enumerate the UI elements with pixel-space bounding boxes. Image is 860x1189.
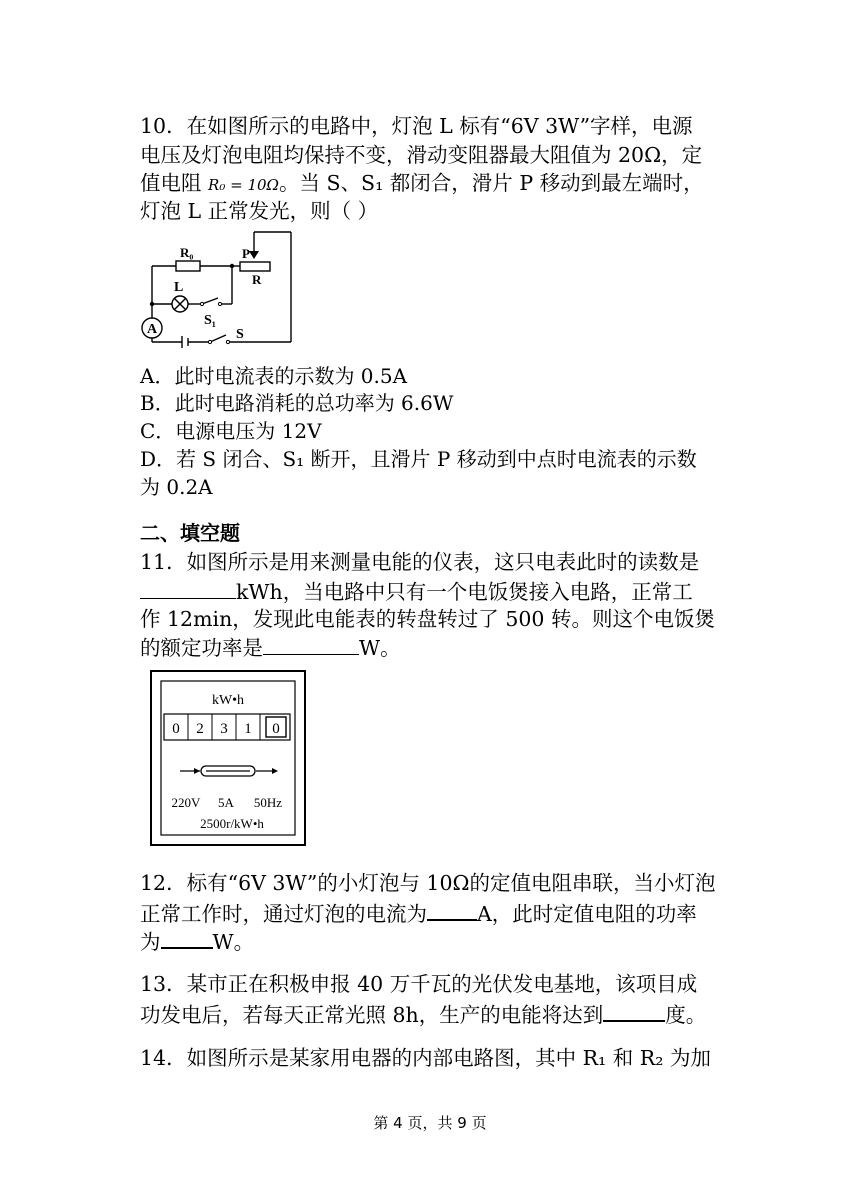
s-label: S — [236, 327, 244, 342]
electric-meter — [150, 670, 306, 846]
section-heading: 二、填空题 — [140, 521, 240, 545]
meter-digit-5: 0 — [272, 721, 280, 737]
q12-line-2-a: 正常工作时，通过灯泡的电流为 — [140, 902, 427, 926]
q12-line-3-b: W。 — [212, 930, 255, 954]
circuit-diagram — [132, 228, 298, 360]
r0-label: R₀ — [180, 245, 194, 260]
q13-line-1: 13．某市正在积极申报 40 万千瓦的光伏发电基地，该项目成 — [140, 972, 698, 996]
ammeter-label: A — [146, 322, 158, 337]
q14-line-1: 14．如图所示是某家用电器的内部电路图，其中 R₁ 和 R₂ 为加 — [140, 1046, 711, 1070]
q12-line-2-b: A，此时定值电阻的功率 — [477, 902, 697, 926]
q10-line-2: 电压及灯泡电阻均保持不变，滑动变阻器最大阻值为 20Ω，定 — [140, 143, 703, 167]
q10-line-4: 灯泡 L 正常发光，则（ ） — [140, 199, 379, 223]
page-footer: 第 4 页，共 9 页 — [373, 1114, 487, 1132]
q12-blank-2 — [161, 925, 213, 949]
q11-line-2 — [140, 576, 693, 607]
q12-line-3-a: 为 — [140, 930, 161, 954]
q10-line-3-a: 值电阻 — [140, 171, 209, 195]
q10-line-3-b: 。当 S、S₁ 都闭合，滑片 P 移动到最左端时， — [278, 171, 704, 195]
q12-line-1: 12．标有“6V 3W”的小灯泡与 10Ω的定值电阻串联，当小灯泡 — [140, 871, 716, 895]
meter-digit-4: 1 — [244, 721, 252, 737]
meter-current: 5A — [218, 795, 234, 810]
q13-line-2-a: 功发电后，若每天正常光照 8h，生产的电能将达到 — [140, 1003, 604, 1027]
q10-option-a: A．此时电流表的示数为 0.5A — [140, 364, 408, 388]
meter-unit: kW•h — [211, 693, 245, 708]
meter-frequency: 50Hz — [253, 795, 283, 810]
q10-option-b: B．此时电路消耗的总功率为 6.6W — [140, 391, 454, 415]
q11-line-1: 11．如图所示是用来测量电能的仪表，这只电表此时的读数是 — [140, 550, 700, 574]
l-label: L — [174, 280, 184, 295]
q11-line-4 — [140, 632, 401, 663]
q11-blank-1 — [140, 576, 236, 599]
s1-label: S₁ — [204, 313, 216, 328]
q10-option-d: D．若 S 闭合、S₁ 断开，且滑片 P 移动到中点时电流表的示数 — [140, 447, 697, 471]
q13-blank — [603, 998, 665, 1022]
meter-digit-1: 0 — [172, 721, 180, 737]
q11-line-4-b: W。 — [359, 636, 401, 660]
q11-line-2-b: kWh，当电路中只有一个电饭煲接入电路，正常工 — [236, 580, 693, 604]
q11-blank-2 — [263, 632, 359, 655]
q11-line-4-a: 的额定功率是 — [140, 636, 263, 660]
q13-line-2-b: 度。 — [665, 1003, 707, 1027]
meter-rate: 2500r/kW•h — [200, 816, 264, 831]
q10-formula: R₀ = 10Ω — [208, 176, 279, 194]
q11-line-3: 作 12min，发现此电能表的转盘转过了 500 转。则这个电饭煲 — [140, 607, 715, 631]
meter-digit-3: 3 — [220, 721, 228, 737]
meter-digit-2: 2 — [196, 721, 204, 737]
q12-blank-1 — [427, 897, 477, 921]
q13-line-2 — [140, 998, 706, 1030]
p-label: P — [242, 246, 250, 261]
q10-option-d-cont: 为 0.2A — [140, 475, 213, 499]
q12-line-3 — [140, 925, 254, 957]
q10-option-c: C．电源电压为 12V — [140, 419, 322, 443]
q10-line-1: 10．在如图所示的电路中，灯泡 L 标有“6V 3W”字样，电源 — [140, 114, 693, 138]
meter-voltage: 220V — [171, 795, 201, 810]
r-label: R — [252, 272, 262, 287]
